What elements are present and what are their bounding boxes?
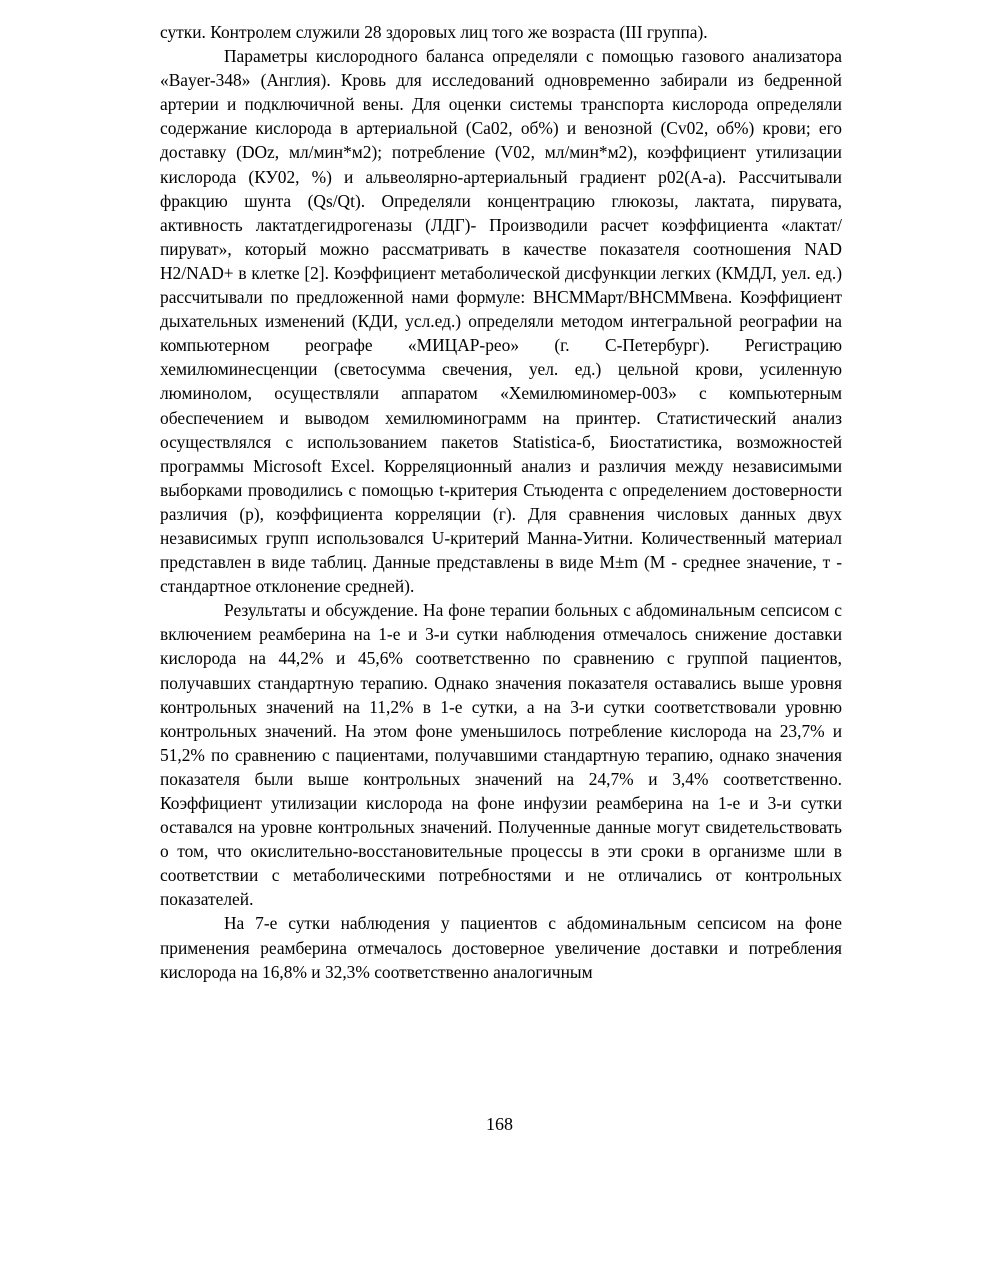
- page-body: [160, 20, 842, 984]
- paragraph-day7: На 7-е сутки наблюдения у пациентов с абдоминальным сепсисом на фоне применения реамберина отмечалось достоверное увеличение доставки и потребления кислорода на 16,8% и 32,3% соответственно аналогичным: [160, 913, 842, 982]
- paragraph-results: Результаты и обсуждение. На фоне терапии больных с абдоминальным сепсисом с включением реамберина на 1-е и 3-и сутки наблюдения отмечалось снижение доставки кислорода на 44,2% и 45,6% соответственно по сравнению с группой пациентов, получавших стандартную терапию. Однако значения показателя оставались выше уровня контрольных значений на 11,2% в 1-е сутки, а на 3-и сутки соответствовали уровню контрольных значений. На этом фоне уменьшилось потребление кислорода на 23,7% и 51,2% по сравнению с пациентами, получавшими стандартную терапию, однако значения показателя были выше контрольных значений на 24,7% и 3,4% соответственно. Коэффициент утилизации кислорода на фоне инфузии реамберина на 1-е и 3-и сутки оставался на уровне контрольных значений. Полученные данные могут свидетельствовать о том, что окислительно-восстановительные процессы в эти сроки в организме шли в соответствии с метаболическими потребностями и не отличались от контрольных показателей.: [160, 600, 842, 910]
- paragraph-continuation: сутки. Контролем служили 28 здоровых лиц того же возраста (III группа).: [160, 22, 708, 42]
- page-number: 168: [486, 1114, 513, 1134]
- paragraph-methods: Параметры кислородного баланса определяли с помощью газового анализатора «Bayer-348» (Англия). Кровь для исследований одновременно забирали из бедренной артерии и подключичной вены. Для оценки системы транспорта кислорода определяли содержание кислорода в артериальной (Ca02, об%) и венозной (Cv02, об%) крови; его доставку (DOz, мл/мин*м2); потребление (V02, мл/мин*м2), коэффициент утилизации кислорода (КУ02, %) и альвеолярно-артериальный градиент p02(A-a). Рассчитывали фракцию шунта (Qs/Qt). Определяли концентрацию глюкозы, лактата, пирувата, активность лактатдегидрогеназы (ЛДГ)- Производили расчет коэффициента «лактат/пируват», который можно рассматривать в качестве показателя соотношения NAD H2/NAD+ в клетке [2]. Коэффициент метаболической дисфункции легких (КМДЛ, уел. ед.) рассчитывали по предложенной нами формуле: ВНСММарт/ВНСММвена. Коэффициент дыхательных изменений (КДИ, усл.ед.) определяли методом интегральной реографии на компьютерном реографе «МИЦАР-рео» (г. С-Петербург). Регистрацию хемилюминесценции (светосумма свечения, уел. ед.) цельной крови, усиленную люминолом, осуществляли аппаратом «Хемилюминомер-003» с компьютерным обеспечением и выводом хемилюминограмм на принтер. Статистический анализ осуществлялся с использованием пакетов Statistica-б, Биостатистика, возможностей программы Microsoft Excel. Корреляционный анализ и различия между независимыми выборками проводились с помощью t-критерия Стьюдента с определением достоверности различия (р), коэффициента корреляции (г). Для сравнения числовых данных двух независимых групп использовался U-критерий Манна-Уитни. Количественный материал представлен в виде таблиц. Данные представлены в виде M±m (М - среднее значение, т - стандартное отклонение средней).: [160, 46, 842, 597]
